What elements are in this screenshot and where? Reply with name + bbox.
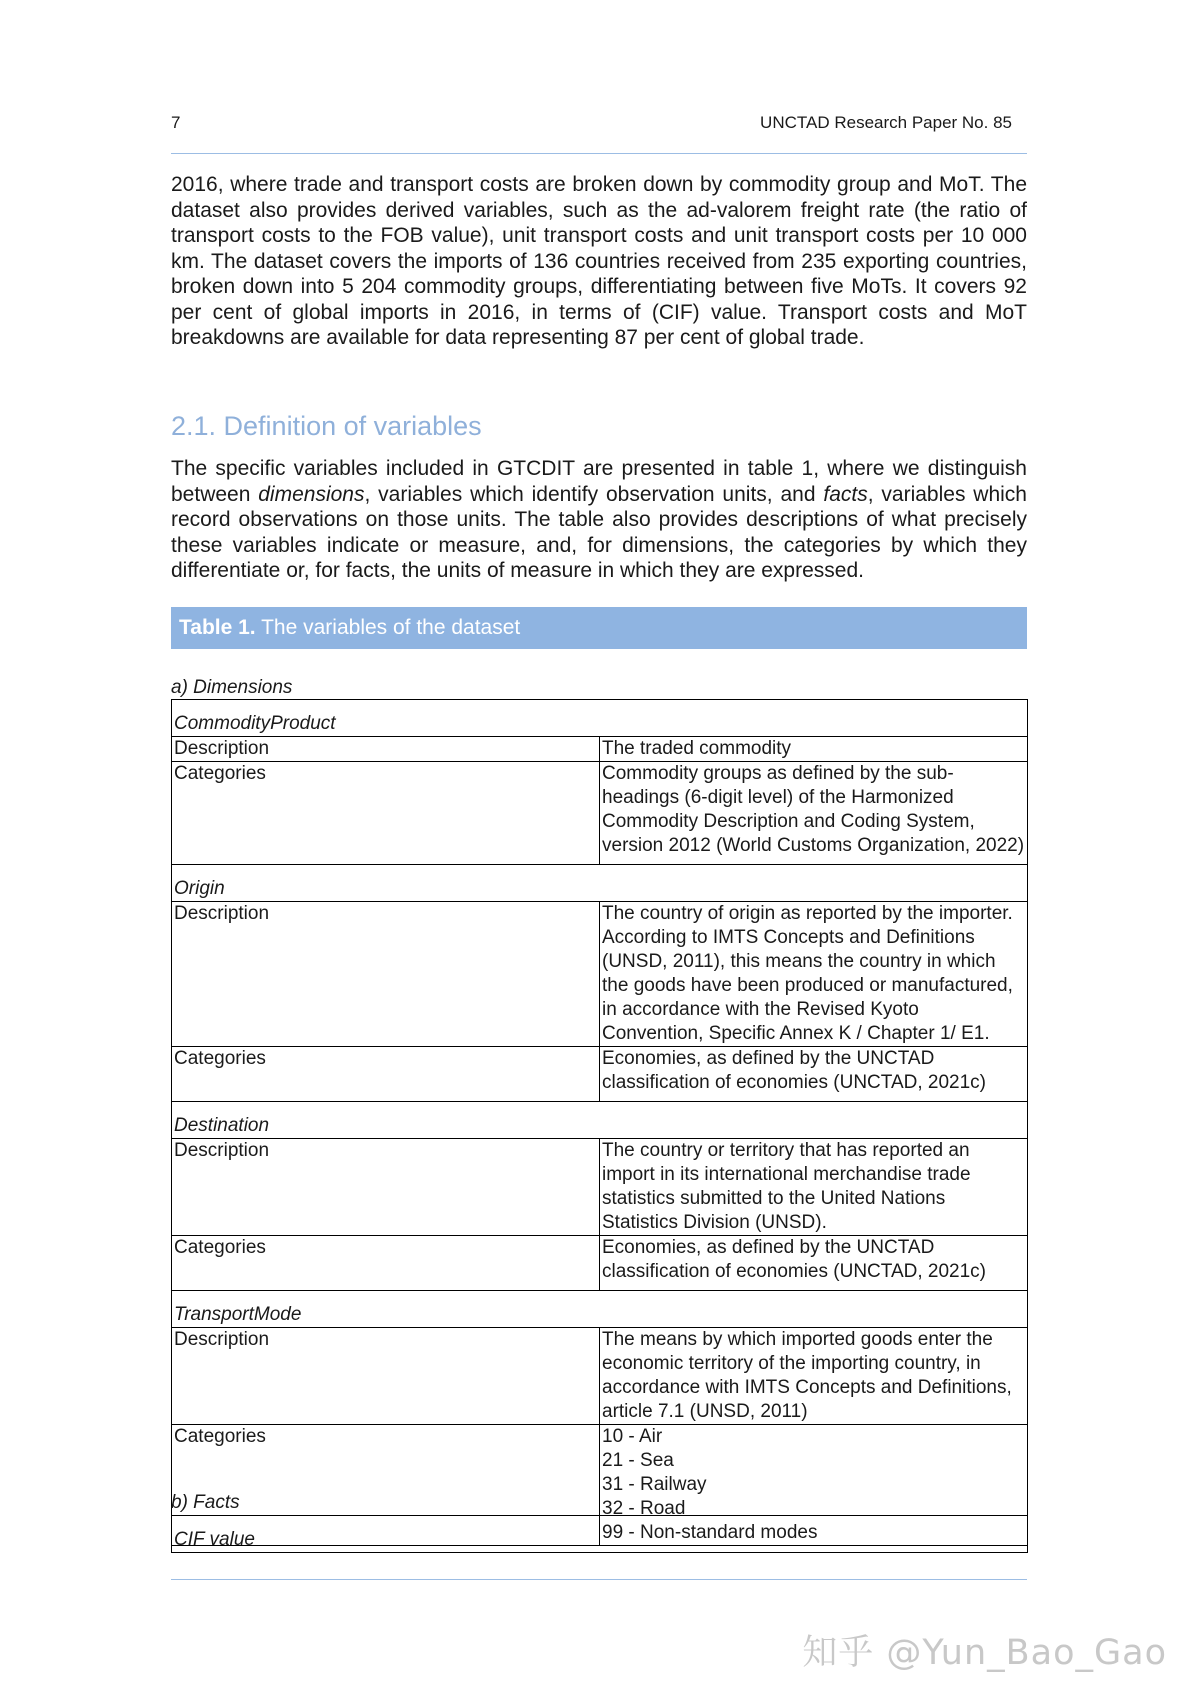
row-value: The means by which imported goods enter the economic territory of the importing country, in accordance with IMTS Concepts and Definitions, article 7.1 (UNSD, 2011) (600, 1328, 1028, 1425)
table-row (172, 902, 1028, 1047)
variable-name: TransportMode (172, 1291, 1028, 1328)
row-label: Categories (172, 762, 600, 865)
table-row (172, 865, 1028, 902)
row-value: The country or territory that has reported an import in its international merchandise trade statistics submitted to the United Nations Statistics Division (UNSD). (600, 1139, 1028, 1236)
dimensions-label: a) Dimensions (171, 677, 293, 698)
facts-label: b) Facts (171, 1492, 240, 1513)
table-row (172, 1047, 1028, 1102)
section-heading: 2.1. Definition of variables (171, 411, 482, 441)
row-value: The country of origin as reported by the importer. According to IMTS Concepts and Definitions (UNSD, 2011), this means the country in which the goods have been produced or manufactured, in accordance with the Revised Kyoto Convention, Specific Annex K / Chapter 1/ E1. (600, 902, 1028, 1047)
table-row (172, 1291, 1028, 1328)
table-row (172, 1102, 1028, 1139)
row-label: Description (172, 1328, 600, 1425)
row-value: Economies, as defined by the UNCTAD classification of economies (UNCTAD, 2021c) (600, 1236, 1028, 1291)
row-label: Categories (172, 1236, 600, 1291)
header-rule (171, 153, 1027, 154)
table-row (172, 762, 1028, 865)
row-value: Economies, as defined by the UNCTAD classification of economies (UNCTAD, 2021c) (600, 1047, 1028, 1102)
table-row (172, 700, 1028, 737)
row-label: Categories (172, 1425, 600, 1546)
category-item: 31 - Railway (602, 1474, 707, 1495)
table-row (172, 737, 1028, 762)
watermark: 知乎 @Yun_Bao_Gao (802, 1633, 1167, 1673)
paragraph-text: , variables which record observations on those units. The table also provides descriptions of what precisely these variables indicate or measure, and, for dimensions, the categories by which they differentiate or, for facts, the units of measure in which they are expressed. (171, 482, 1027, 582)
page-number: 7 (171, 113, 181, 132)
row-value: The traded commodity (600, 737, 1028, 762)
row-label: Categories (172, 1047, 600, 1102)
variable-name: CIF value (172, 1516, 1028, 1553)
table-row (172, 1236, 1028, 1291)
table-row (172, 1328, 1028, 1425)
emphasis-dimensions: dimensions (258, 482, 365, 506)
variable-name: Origin (172, 865, 1028, 902)
dimensions-table (171, 699, 1028, 1546)
category-item: 21 - Sea (602, 1450, 674, 1471)
category-item: 32 - Road (602, 1498, 686, 1519)
row-label: Description (172, 1139, 600, 1236)
table-row (172, 1139, 1028, 1236)
paragraph-text: , variables which identify observation units, and (364, 482, 824, 506)
table-caption (171, 607, 1027, 649)
category-item: 10 - Air (602, 1426, 663, 1447)
row-value: Commodity groups as defined by the sub-headings (6-digit level) of the Harmonized Commodity Description and Coding System, version 2012 (World Customs Organization, 2022) (600, 762, 1028, 865)
row-label: Description (172, 737, 600, 762)
table-row (172, 1516, 1028, 1553)
category-item: 99 - Non-standard modes (602, 1522, 818, 1543)
running-title: UNCTAD Research Paper No. 85 (760, 113, 1012, 132)
table-caption-label: Table 1. (179, 616, 256, 639)
variable-name: CommodityProduct (172, 700, 1028, 737)
paragraph-text: The specific variables included in GTCDIT are presented in table 1, where we distinguish between (171, 457, 1027, 506)
intro-paragraph: 2016, where trade and transport costs are broken down by commodity group and MoT. The dataset also provides derived variables, such as the ad-valorem freight rate (the ratio of transport costs to the FOB value), unit transport costs and unit transport costs per 10 000 km. The dataset covers the imports of 136 countries received from 235 exporting countries, broken down into 5 204 commodity groups, differentiating between five MoTs. It covers 92 per cent of global imports in 2016, in terms of (CIF) value. Transport costs and MoT breakdowns are available for data representing 87 per cent of global trade. (171, 173, 1027, 349)
row-label: Description (172, 902, 600, 1047)
variable-name: Destination (172, 1102, 1028, 1139)
emphasis-facts: facts (823, 482, 868, 506)
footer-rule (171, 1579, 1027, 1580)
facts-table (171, 1515, 1028, 1553)
table-caption-text: The variables of the dataset (255, 616, 521, 639)
definition-paragraph (171, 456, 1027, 584)
